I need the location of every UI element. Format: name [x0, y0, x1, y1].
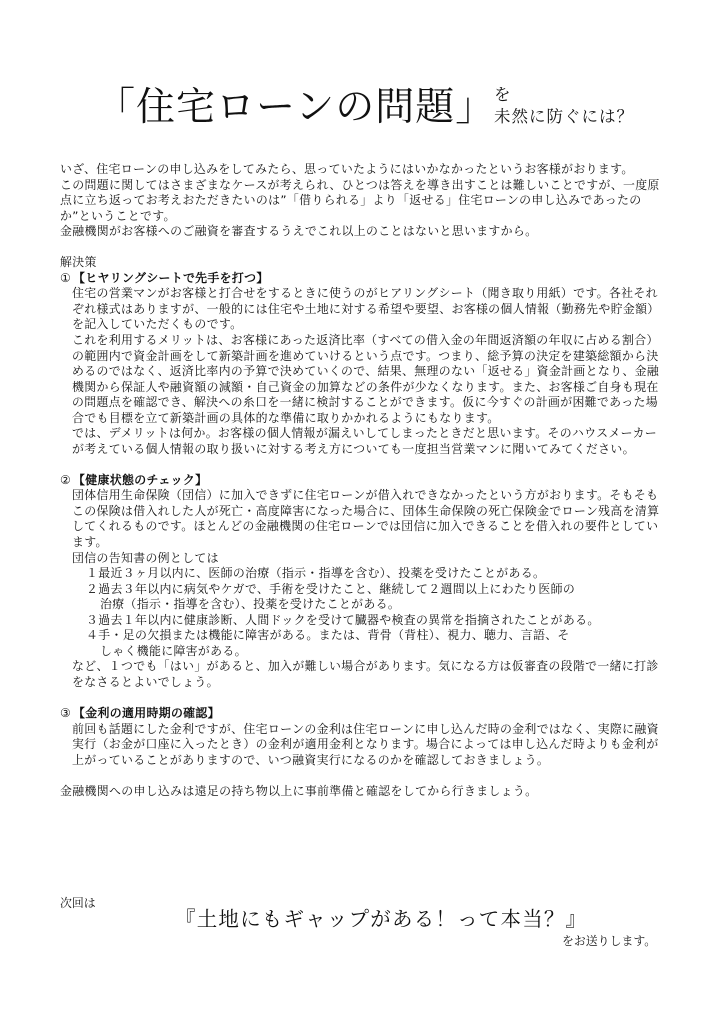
section3-heading [60, 706, 666, 722]
solution-heading: 解決策 [60, 255, 97, 270]
intro-paragraph-2: この問題に関してはさまざまなケースが考えられ、ひとつは答えを導き出すことは難しいことですが、一度原点に立ち返ってお考えおただきたいのは”「借りられる」より「返せる」住宅ローンの申し込みであったのか”ということです。 [60, 177, 660, 223]
spacer [60, 457, 666, 473]
section2-title: 【健康状態のチェック】 [73, 472, 208, 487]
list-item-continuation: しゃく機能に障害がある。 [100, 643, 247, 658]
title-main: 「住宅ローンの問題」 [96, 85, 496, 130]
conclusion-paragraph: 金融機関への申し込みは遠足の持ち物以上に事前準備と確認をしてから行きましょう。 [60, 783, 538, 798]
list-item: ３過去１年以内に健康診断、人間ドックを受けて臓器や検査の異常を指摘されたことがある。 [86, 612, 600, 627]
section1-paragraph-2: これを利用するメリットは、お客様にあった返済比率（すべての借入金の年間返済額の年収に占める割合）の範囲内で資金計画をして新築計画を進めていけるという点です。つまり、総予算の決定を建築総額から決めるのではなく、返済比率内の予算で決めていくので、結果、無理のない「返せる」資金計画となり、金融機関から保証人や融資額の減額・自己資金の加算などの条件が少なくなります。また、お客様ご自身も現在の問題点を確認でき、解決への糸口を一緒に検討することができます。仮に今すぐの計画が困難であった場合でも目標を立て新築計画の具体的な準備に取りかかれるようにもなります。 [72, 332, 660, 425]
title-sub-line2: 未然に防ぐには？ [494, 107, 634, 126]
section2-closing: など、１つでも「はい」があると、加入が難しい場合があります。気になる方は仮審査の段階で一緒に打診をなさるとよいでしょう。 [72, 659, 659, 689]
section1-heading [60, 271, 666, 287]
section2-number: ② [60, 472, 72, 487]
section2-paragraph: 団体信用生命保険（団信）に加入できずに住宅ローンが借入れできなかったという方がおります。そもそもこの保険は借入れした人が死亡・高度障害になった場合に、団体生命保険の死亡保険金でローン残高を清算してくれるものです。ほとんどの金融機関の住宅ローンでは団信に加入できることを借入れの要件としています。 [72, 488, 660, 550]
intro-paragraph-1: いざ、住宅ローンの申し込みをしてみたら、思っていたようにはいかなかったというお客様がおります。 [60, 162, 634, 176]
title-subtitle [494, 84, 634, 128]
list-item: ２過去３年以内に病気やケガで、手術を受けたこと、継続して２週間以上にわたり医師の [86, 581, 576, 596]
section1-title: 【ヒヤリングシートで先手を打つ】 [73, 270, 269, 285]
intro-paragraph-3: 金融機関がお客様へのご融資を審査するうえでこれ以上のことはないと思いますから。 [60, 224, 538, 239]
next-issue-title: 『土地にもギャップがある！って本当？』 [175, 907, 588, 931]
next-issue-tail: をお送りします。 [562, 934, 657, 948]
section1-paragraph-3: では、デメリットは何か。お客様の個人情報が漏えいしてしまったときだと思います。そのハウスメーカーが考えている個人情報の取り扱いに対する考え方についても一度担当営業マンに聞いてみてください。 [72, 426, 658, 456]
spacer [60, 240, 666, 256]
section2-list-intro: 団信の告知書の例としては [72, 550, 219, 565]
section1-number: ① [60, 270, 72, 285]
section1-paragraph-1: 住宅の営業マンがお客様と打合せをするときに使うのがヒアリングシート（聞き取り用紙）です。各社それぞれ様式はありますが、一般的には住宅や土地に対する希望や要望、お客様の個人情報（勤務先や貯金額）を記入していただくものです。 [72, 286, 660, 332]
spacer [60, 691, 666, 707]
section2-heading [60, 473, 666, 489]
document-title [96, 78, 634, 138]
document-body [60, 162, 666, 799]
section3-number: ③ [60, 706, 72, 720]
list-item: １最近３ヶ月以内に、医師の治療（指示・指導を含む）、投薬を受けたことがある。 [86, 566, 546, 581]
spacer [60, 768, 666, 784]
title-sub-line1: を [494, 85, 512, 104]
section3-title: 【金利の適用時期の確認】 [73, 706, 220, 720]
section3-paragraph: 前回も話題にした金利ですが、住宅ローンの金利は住宅ローンに申し込んだ時の金利ではなく、実際に融資実行（お金が口座に入ったとき）の金利が適用金利となります。場合によっては申し込んだ時よりも金利が上がっていることがありますので、いつ融資実行になるのかを確認しておきましょう。 [72, 721, 659, 767]
list-item-continuation: 治療（指示・指導を含む）、投薬を受けたことがある。 [100, 597, 401, 612]
list-item: ４手・足の欠損または機能に障害がある。または、背骨（背柱）、視力、聴力、言語、そ [86, 628, 570, 643]
next-issue-label: 次回は [60, 896, 96, 910]
